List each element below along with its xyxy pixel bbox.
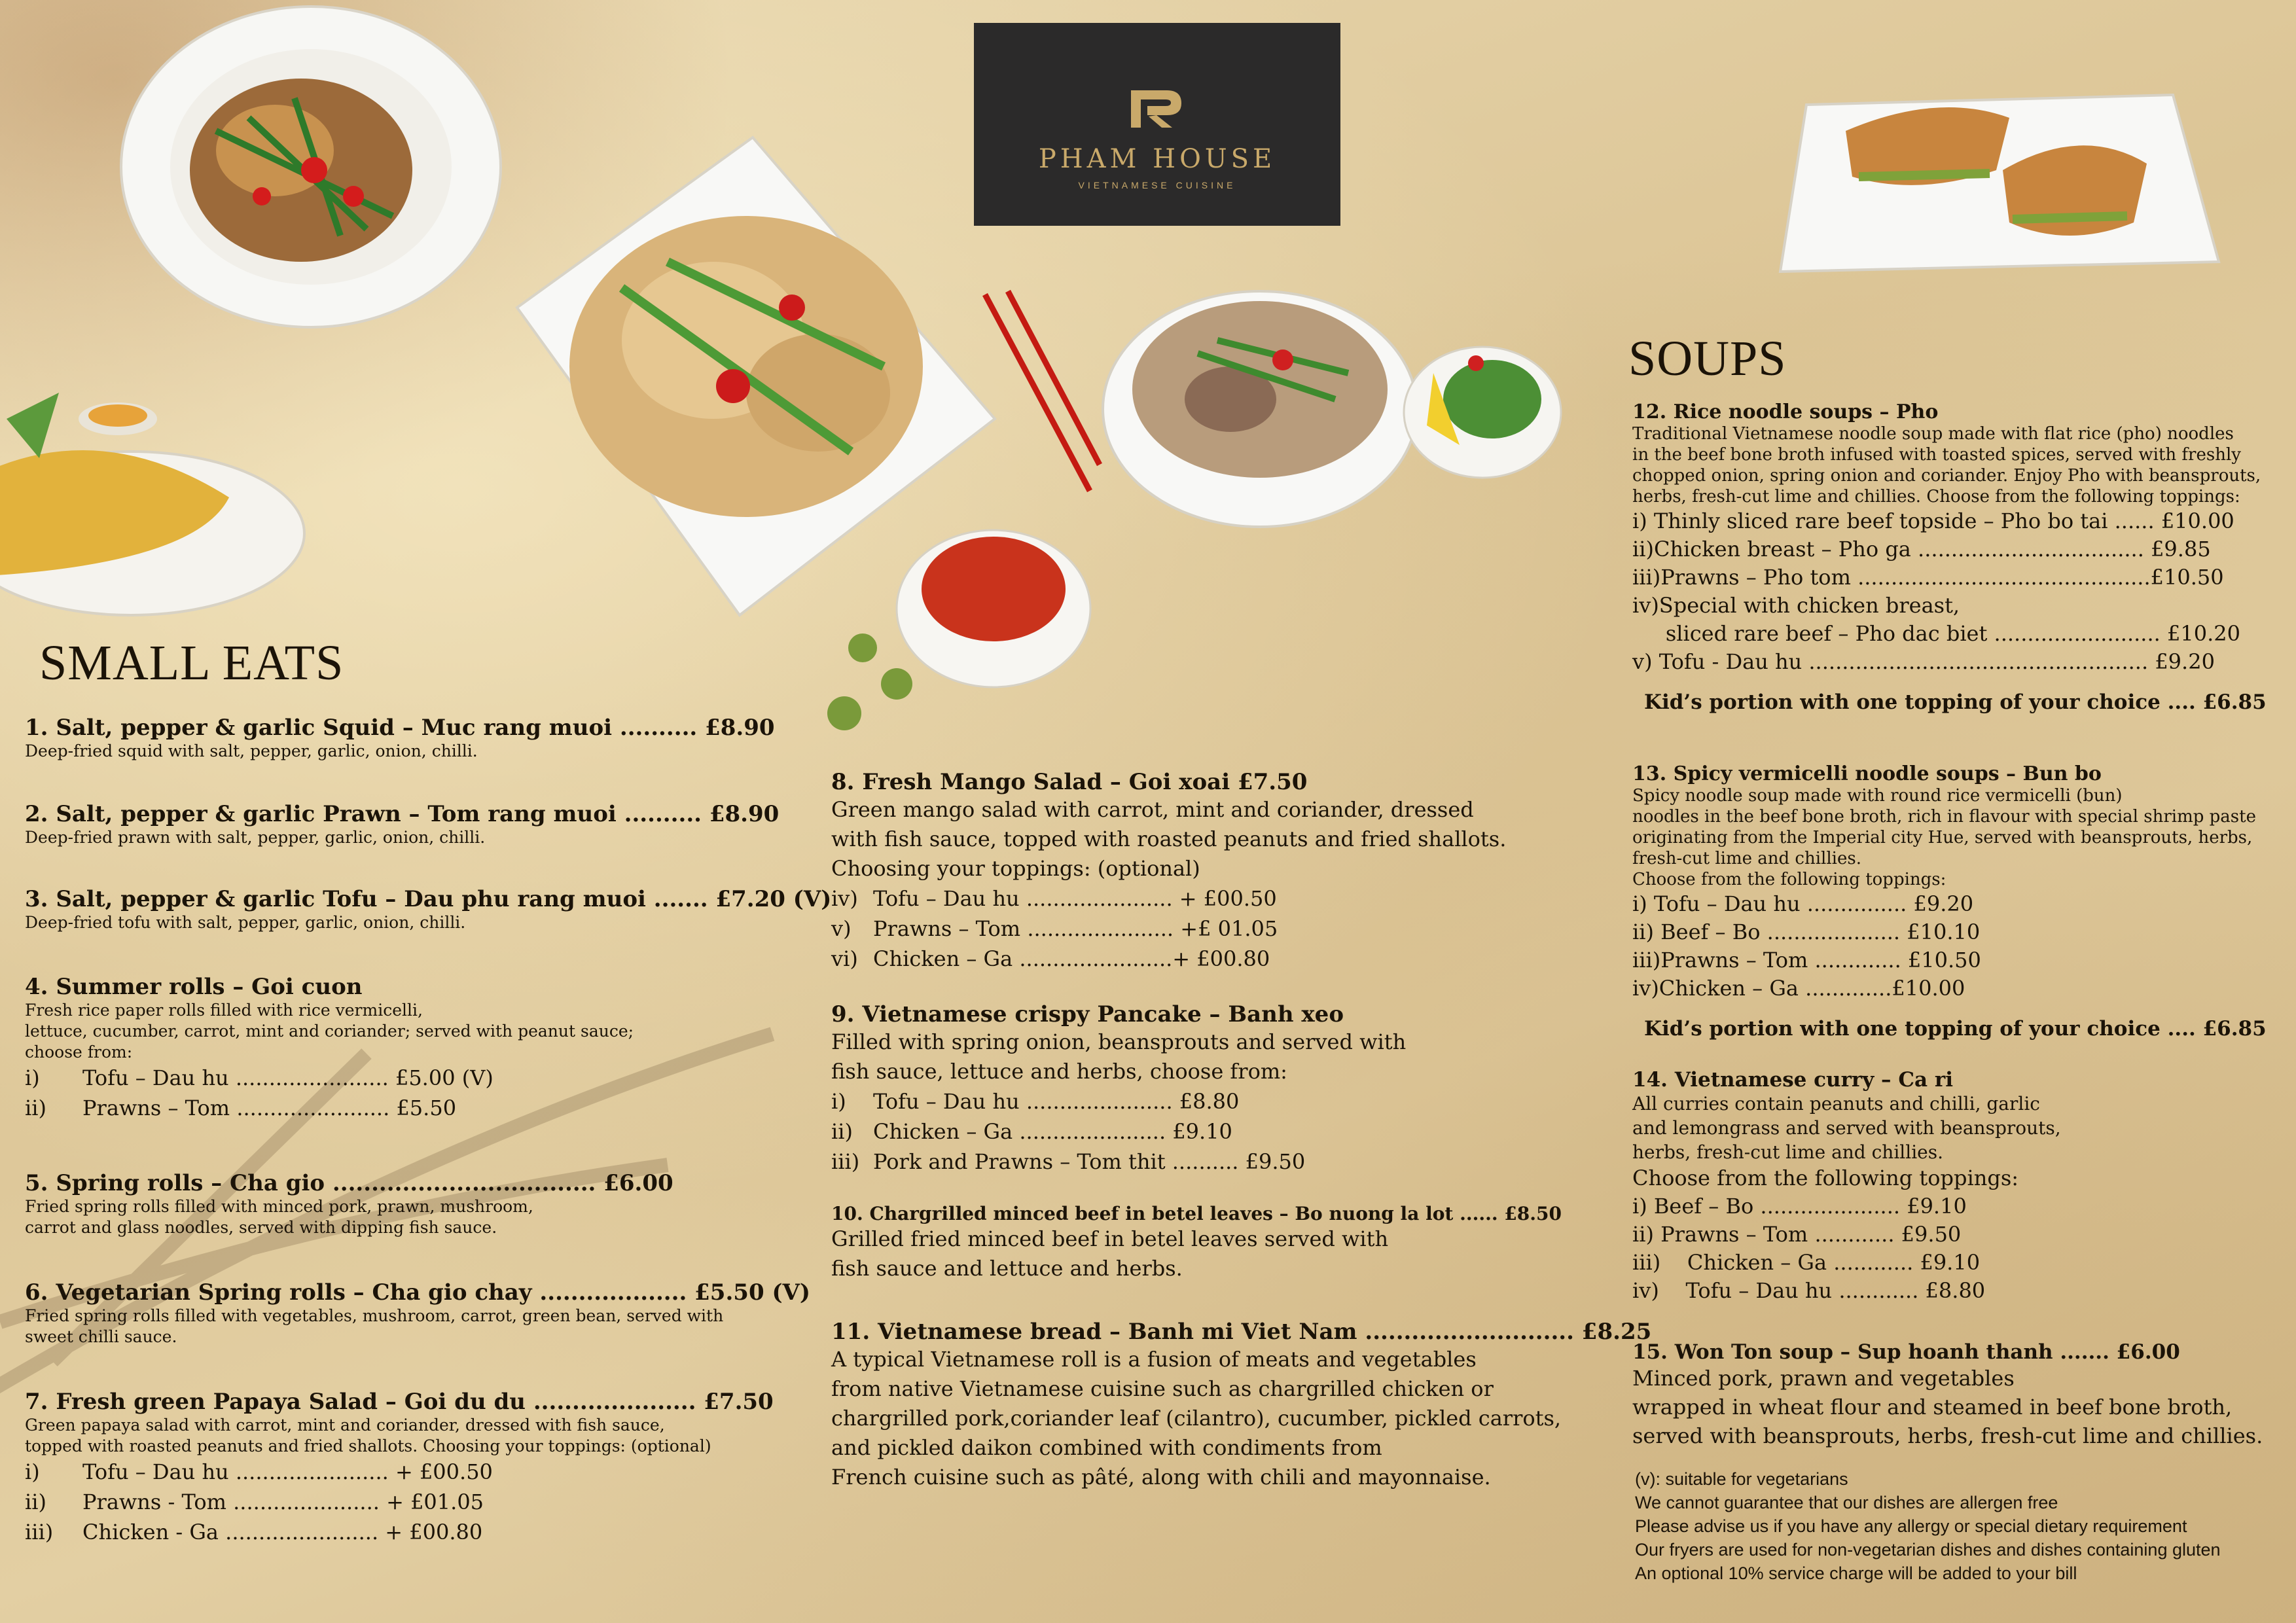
restaurant-name: PHAM HOUSE xyxy=(1038,144,1276,174)
item-title: 13. Spicy vermicelli noodle soups – Bun bo xyxy=(1632,762,2102,785)
soups-heading: SOUPS xyxy=(1628,331,1787,386)
option-row: ii) Prawns – Tom ....................... £5.50 xyxy=(25,1096,457,1120)
banh-mi-plate-image xyxy=(1780,95,2219,272)
note-line: (v): suitable for vegetarians xyxy=(1635,1469,1848,1489)
menu-item-8 xyxy=(831,769,1506,974)
chopsticks-image xyxy=(985,291,1100,491)
option-row: iii)Prawns – Pho tom ............................................£10.50 xyxy=(1632,565,2224,590)
allergen-notes xyxy=(1635,1467,2221,1585)
option-row: vi) Chicken – Ga .......................+ £00.80 xyxy=(831,946,1270,971)
item-description: Fresh rice paper rolls filled with rice vermicelli, xyxy=(25,1001,423,1020)
fried-dish-plate-image xyxy=(517,137,995,615)
item-description: French cuisine such as pâté, along with chili and mayonnaise. xyxy=(831,1465,1491,1489)
item-description: topped with roasted peanuts and fried shallots. Choosing your toppings: (optional) xyxy=(25,1436,711,1455)
option-row: i) Tofu – Dau hu ...................... £8.80 xyxy=(831,1089,1240,1114)
item-description: served with beansprouts, herbs, fresh-cut lime and chillies. xyxy=(1632,1423,2263,1448)
item-description: and pickled daikon combined with condiments from xyxy=(831,1435,1382,1460)
kids-portion-note: Kid’s portion with one topping of your choice .... £6.85 xyxy=(1644,690,2267,714)
item-title: 15. Won Ton soup – Sup hoanh thanh ....... £6.00 xyxy=(1632,1340,2180,1364)
menu-item-12 xyxy=(1632,401,2267,714)
option-row: i) Thinly sliced rare beef topside – Pho bo tai ...... £10.00 xyxy=(1632,508,2234,533)
option-row: i) Tofu – Dau hu ............... £9.20 xyxy=(1632,891,1974,916)
option-row: iv) Tofu – Dau hu ............ £8.80 xyxy=(1632,1278,1986,1303)
option-row: iv) Tofu – Dau hu ...................... + £00.50 xyxy=(831,886,1277,911)
item-description: chopped onion, spring onion and coriander. Enjoy Pho with beansprouts, xyxy=(1632,466,2261,486)
item-description: Choosing your toppings: (optional) xyxy=(831,856,1200,881)
option-row: ii)Chicken breast – Pho ga .................................. £9.85 xyxy=(1632,537,2211,562)
note-line: Please advise us if you have any allergy or special dietary requirement xyxy=(1635,1516,2187,1536)
item-description: Filled with spring onion, beansprouts and served with xyxy=(831,1029,1407,1054)
item-title: 10. Chargrilled minced beef in betel leaves – Bo nuong la lot ...... £8.50 xyxy=(831,1203,1562,1224)
limes-image xyxy=(827,633,912,730)
item-description: with fish sauce, topped with roasted peanuts and fried shallots. xyxy=(831,827,1507,851)
item-title: 7. Fresh green Papaya Salad – Goi du du ..................... £7.50 xyxy=(25,1389,774,1415)
option-row: i) Tofu – Dau hu ....................... £5.00 (V) xyxy=(25,1065,493,1090)
item-description: Minced pork, prawn and vegetables xyxy=(1632,1366,2015,1391)
option-row: iv)Special with chicken breast, xyxy=(1632,593,1960,618)
herbs-plate-image xyxy=(1404,347,1561,478)
item-description: carrot and glass noodles, served with dipping fish sauce. xyxy=(25,1218,497,1237)
option-row: iii) Pork and Prawns – Tom thit .......... £9.50 xyxy=(831,1149,1306,1174)
chilli-sauce-bowl-image xyxy=(897,530,1090,687)
item-description: from native Vietnamese cuisine such as chargrilled chicken or xyxy=(831,1376,1494,1401)
item-title: 5. Spring rolls – Cha gio .................................. £6.00 xyxy=(25,1170,673,1196)
option-row: v) Prawns – Tom ...................... +£ 01.05 xyxy=(831,916,1278,941)
item-description: All curries contain peanuts and chilli, garlic xyxy=(1632,1093,2040,1115)
option-row: iii)Prawns – Tom ............. £10.50 xyxy=(1632,948,1981,972)
option-row: i) Tofu – Dau hu ....................... + £00.50 xyxy=(25,1459,493,1484)
option-row: ii) Beef – Bo .................... £10.10 xyxy=(1632,919,1981,944)
item-title: 12. Rice noodle soups – Pho xyxy=(1632,401,1939,423)
item-description: Grilled fried minced beef in betel leaves served with xyxy=(831,1226,1389,1251)
option-row: sliced rare beef – Pho dac biet ......................... £10.20 xyxy=(1632,621,2240,646)
item-description: choose from: xyxy=(25,1043,133,1061)
item-description: chargrilled pork,coriander leaf (cilantro), cucumber, pickled carrots, xyxy=(831,1406,1562,1431)
pho-bowl-image xyxy=(1103,291,1417,527)
menu-item-10 xyxy=(831,1203,1562,1283)
item-description: fresh-cut lime and chillies. xyxy=(1632,849,1861,868)
item-description: Choose from the following toppings: xyxy=(1632,1166,2019,1190)
menu-item-15 xyxy=(1632,1340,2263,1450)
item-description: A typical Vietnamese roll is a fusion of meats and vegetables xyxy=(831,1347,1477,1372)
menu-item-4 xyxy=(25,974,634,1123)
menu-item-9 xyxy=(831,1001,1406,1177)
menu-item-11 xyxy=(831,1319,1651,1492)
item-description: and lemongrass and served with beansprouts, xyxy=(1632,1117,2061,1139)
option-row: v) Tofu - Dau hu ................................................... £9.20 xyxy=(1632,649,2215,674)
menu-item-3 xyxy=(25,886,831,933)
item-title: 1. Salt, pepper & garlic Squid – Muc rang muoi .......... £8.90 xyxy=(25,715,775,741)
item-description: wrapped in wheat flour and steamed in beef bone broth, xyxy=(1632,1395,2233,1419)
note-line: We cannot guarantee that our dishes are allergen free xyxy=(1635,1493,2058,1512)
item-description: Choose from the following toppings: xyxy=(1632,870,1946,889)
item-description: Green mango salad with carrot, mint and coriander, dressed xyxy=(831,797,1474,822)
option-row: ii) Prawns - Tom ...................... + £01.05 xyxy=(25,1489,484,1514)
item-description: sweet chilli sauce. xyxy=(25,1327,177,1346)
menu-item-13 xyxy=(1632,762,2267,1041)
item-description: herbs, fresh-cut lime and chillies. xyxy=(1632,1141,1943,1163)
restaurant-logo xyxy=(974,23,1340,226)
menu-item-5 xyxy=(25,1170,673,1238)
logo-mark-icon xyxy=(1128,85,1187,131)
item-description: herbs, fresh-cut lime and chillies. Choose from the following toppings: xyxy=(1632,487,2240,507)
item-description: fish sauce, lettuce and herbs, choose from: xyxy=(831,1059,1287,1084)
item-title: 11. Vietnamese bread – Banh mi Viet Nam ........................... £8.25 xyxy=(831,1319,1652,1345)
note-line: Our fryers are used for non-vegetarian dishes and dishes containing gluten xyxy=(1635,1540,2221,1560)
item-description: Green papaya salad with carrot, mint and coriander, dressed with fish sauce, xyxy=(25,1416,665,1435)
option-row: iv)Chicken – Ga .............£10.00 xyxy=(1632,976,1965,1001)
item-description: Fried spring rolls filled with vegetables, mushroom, carrot, green bean, served with xyxy=(25,1306,724,1325)
item-description: fish sauce and lettuce and herbs. xyxy=(831,1256,1183,1281)
item-description: in the beef bone broth infused with toasted spices, served with freshly xyxy=(1632,445,2241,465)
item-title: 9. Vietnamese crispy Pancake – Banh xeo xyxy=(831,1001,1344,1027)
restaurant-tagline: VIETNAMESE CUISINE xyxy=(1078,180,1236,190)
menu-item-14 xyxy=(1632,1068,2061,1305)
option-row: iii) Chicken – Ga ............ £9.10 xyxy=(1632,1250,1981,1275)
pancake-plate-image xyxy=(0,393,304,615)
kids-portion-note: Kid’s portion with one topping of your choice .... £6.85 xyxy=(1644,1017,2267,1041)
menu-item-7 xyxy=(25,1389,774,1547)
item-description: Deep-fried prawn with salt, pepper, garlic, onion, chilli. xyxy=(25,828,486,847)
item-description: lettuce, cucumber, carrot, mint and coriander; served with peanut sauce; xyxy=(25,1022,634,1041)
menu-item-1 xyxy=(25,715,775,762)
menu-item-6 xyxy=(25,1279,810,1347)
item-title: 2. Salt, pepper & garlic Prawn – Tom rang muoi .......... £8.90 xyxy=(25,801,780,827)
menu-item-2 xyxy=(25,801,779,848)
item-description: Deep-fried squid with salt, pepper, garlic, onion, chilli. xyxy=(25,741,478,760)
option-row: ii) Chicken – Ga ...................... £9.10 xyxy=(831,1119,1232,1144)
note-line: An optional 10% service charge will be added to your bill xyxy=(1635,1563,2077,1583)
small-eats-heading: SMALL EATS xyxy=(39,635,344,690)
item-title: 6. Vegetarian Spring rolls – Cha gio chay ................... £5.50 (V) xyxy=(25,1279,810,1306)
item-description: originating from the Imperial city Hue, served with beansprouts, herbs, xyxy=(1632,828,2253,847)
item-title: 3. Salt, pepper & garlic Tofu – Dau phu rang muoi ....... £7.20 (V) xyxy=(25,886,832,912)
item-description: Spicy noodle soup made with round rice vermicelli (bun) xyxy=(1632,786,2123,806)
squid-plate-image xyxy=(121,7,501,327)
item-description: Traditional Vietnamese noodle soup made with flat rice (pho) noodles xyxy=(1632,424,2234,444)
item-title: 14. Vietnamese curry – Ca ri xyxy=(1632,1068,1954,1092)
item-description: noodles in the beef bone broth, rich in flavour with special shrimp paste xyxy=(1632,807,2256,827)
item-description: Fried spring rolls filled with minced pork, prawn, mushroom, xyxy=(25,1197,533,1216)
option-row: ii) Prawns – Tom ............ £9.50 xyxy=(1632,1222,1962,1247)
item-description: Deep-fried tofu with salt, pepper, garlic, onion, chilli. xyxy=(25,913,466,932)
option-row: iii) Chicken - Ga ....................... + £00.80 xyxy=(25,1520,483,1544)
item-title: 4. Summer rolls – Goi cuon xyxy=(25,974,363,1000)
item-title: 8. Fresh Mango Salad – Goi xoai £7.50 xyxy=(831,769,1308,795)
option-row: i) Beef – Bo ..................... £9.10 xyxy=(1632,1194,1967,1219)
